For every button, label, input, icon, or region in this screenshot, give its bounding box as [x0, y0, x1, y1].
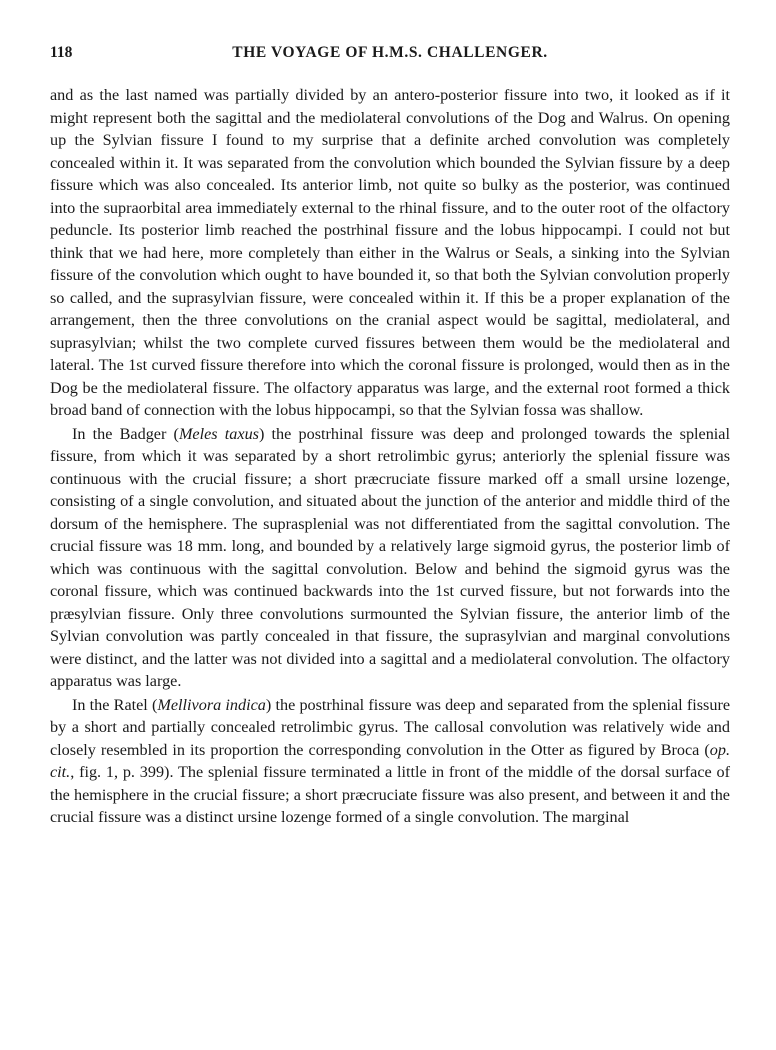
page-header [50, 44, 730, 68]
text-segment: In the Ratel ( [72, 695, 158, 714]
body-text [50, 84, 730, 829]
text-segment: In the Badger ( [72, 424, 179, 443]
text-segment: and as the last named was partially divided by an antero-posterior fissure into two, it looked as if it might represent both the sagittal and the mediolateral convolutions of the Dog and Walrus. On opening up the Sylvian fissure I found to my surprise that a definite arched convolution was completely concealed within it. It was separated from the convolution which bounded the Sylvian fissure by a deep fissure which was also concealed. Its anterior limb, not quite so bulky as the posterior, was continued into the supraorbital area immediately external to the rhinal fissure, and to the outer root of the olfactory peduncle. Its posterior limb reached the postrhinal fissure and the lobus hippocampi. I could not but think that we had here, more completely than either in the Walrus or Seals, a sinking into the Sylvian fissure of the convolution which ought to have bounded it, so that both the Sylvian convolution properly so called, and the suprasylvian fissure, were concealed within it. If this be a proper explanation of the arrangement, then the three convolutions on the cranial aspect would be sagittal, mediolateral, and suprasylvian; whilst the two complete curved fissures between them would be the mediolateral and lateral. The 1st curved fissure therefore into which the coronal fissure is prolonged, would then as in the Dog be the mediolateral fissure. The olfactory apparatus was large, and the external root formed a thick broad band of connection with the lobus hippocampi, so that the Sylvian fossa was shallow. [50, 86, 730, 419]
page-number: 118 [50, 44, 73, 61]
species-name: Mellivora indica [157, 695, 266, 714]
paragraph-ratel [50, 694, 730, 829]
text-segment: , fig. 1, p. 399). The splenial fissure terminated a little in front of the middle of the dorsal surface of the hemisphere in the crucial fissure; a short præcruciate fissure was also present, and between it and the crucial fissure was a distinct ursine lozenge formed of a single convolution. The marginal [50, 763, 730, 826]
paragraph-badger [50, 423, 730, 693]
running-title: THE VOYAGE OF H.M.S. CHALLENGER. [232, 44, 548, 61]
book-page [50, 0, 730, 1050]
citation-abbreviation: op. cit. [50, 740, 730, 781]
text-segment: ) the postrhinal fissure was deep and separated from the splenial fissure by a short and partially concealed retrolimbic gyrus. The callosal convolution was relatively wide and closely resembled in its proportion the corresponding convolution in the Otter as figured by Broca ( [50, 695, 731, 759]
species-name: Meles taxus [178, 424, 259, 443]
paragraph-walrus-continuation [50, 84, 730, 422]
text-segment: ) the postrhinal fissure was deep and prolonged towards the splenial fissure, from which it was separated by a short retrolimbic gyrus; anteriorly the splenial fissure was continuous with the crucial fissure; a short præcruciate fissure marked off a small ursine lozenge, consisting of a single convolution, and situated about the junction of the anterior and middle third of the dorsum of the hemisphere. The suprasplenial was not differentiated from the sagittal convolution. The crucial fissure was 18 mm. long, and bounded by a relatively large sigmoid gyrus, the posterior limb of which was continuous with the sagittal convolution. Below and behind the sigmoid gyrus was the coronal fissure, which was continued backwards into the 1st curved fissure, but not forwards into the præsylvian fissure. Only three convolutions surmounted the Sylvian fissure, the anterior limb of the Sylvian convolution was partly concealed in that fissure, the suprasylvian and marginal convolutions were distinct, and the latter was not divided into a sagittal and a mediolateral convolution. The olfactory apparatus was large. [50, 424, 730, 690]
